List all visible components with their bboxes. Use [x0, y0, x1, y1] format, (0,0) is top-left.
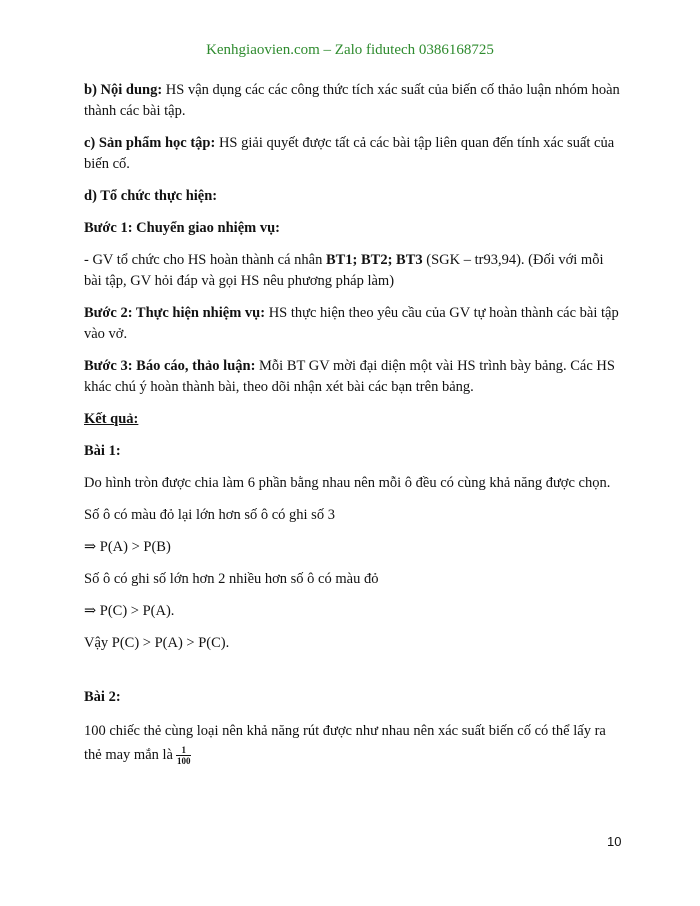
section-b-paragraph	[84, 80, 624, 122]
bai1-line: Số ô có ghi số lớn hơn 2 nhiều hơn số ô có màu đỏ	[84, 571, 379, 587]
result-heading	[84, 409, 624, 430]
bai1-line: ⇒ P(A) > P(B)	[84, 539, 171, 555]
section-c-label: c) Sản phẩm học tập:	[84, 135, 216, 151]
section-d-heading	[84, 186, 624, 207]
section-d-label: d) Tổ chức thực hiện:	[84, 188, 218, 204]
page-header: Kenhgiaovien.com – Zalo fidutech 0386168725	[206, 42, 494, 58]
document-body	[84, 80, 624, 778]
step1-pre: - GV tổ chức cho HS hoàn thành cá nhân	[84, 252, 326, 268]
bai1-line: Do hình tròn được chia làm 6 phần bằng nhau nên mỗi ô đều có cùng khả năng được chọn.	[84, 475, 611, 491]
step1-post: (SGK – tr93,94). (Đối với mỗi bài tập, GV hỏi đáp và gọi HS nêu phương pháp làm)	[84, 252, 604, 289]
step3-text: Mỗi BT GV mời đại diện một vài HS trình bày bảng. Các HS khác chú ý hoàn thành bài, theo dõi nhận xét bài các bạn trên bảng.	[84, 358, 615, 395]
bai1-heading	[84, 441, 624, 462]
bai2-heading-text: Bài 2:	[84, 689, 121, 705]
step3-paragraph	[84, 356, 624, 398]
bai2-text: 100 chiếc thẻ cùng loại nên khả năng rút được như nhau nên xác suất biến cố có thể lấy ra thẻ may mắn là	[84, 723, 606, 763]
bai1-heading-text: Bài 1:	[84, 443, 121, 459]
step1-heading	[84, 218, 624, 239]
section-b-label: b) Nội dung:	[84, 82, 163, 98]
section-b-text: HS vận dụng các các công thức tích xác suất của biến cố thảo luận nhóm hoàn thành các bài tập.	[84, 82, 620, 119]
bai1-line: ⇒ P(C) > P(A).	[84, 603, 175, 619]
step2-text: HS thực hiện theo yêu cầu của GV tự hoàn thành các bài tập vào vở.	[84, 305, 619, 342]
bai2-heading	[84, 687, 624, 708]
result-heading-text: Kết quả:	[84, 411, 139, 427]
step2-label: Bước 2: Thực hiện nhiệm vụ:	[84, 305, 266, 321]
bai2-paragraph	[84, 719, 624, 767]
section-c-text: HS giải quyết được tất cả các bài tập liên quan đến tính xác suất của biến cố.	[84, 135, 615, 172]
spacer	[84, 665, 624, 687]
step2-paragraph	[84, 303, 624, 345]
fraction	[176, 745, 192, 766]
section-c-paragraph	[84, 133, 624, 175]
step1-bold: BT1; BT2; BT3	[325, 252, 423, 268]
bai1-line: Vậy P(C) > P(A) > P(C).	[84, 635, 230, 651]
step1-paragraph	[84, 250, 624, 292]
step1-label: Bước 1: Chuyển giao nhiệm vụ:	[84, 220, 280, 236]
fraction-denominator: 100	[176, 756, 191, 767]
page-number: 10	[607, 834, 622, 849]
bai1-line: Số ô có màu đỏ lại lớn hơn số ô có ghi số 3	[84, 507, 335, 523]
step3-label: Bước 3: Báo cáo, thảo luận:	[84, 358, 256, 374]
fraction-numerator: 1	[176, 745, 192, 756]
